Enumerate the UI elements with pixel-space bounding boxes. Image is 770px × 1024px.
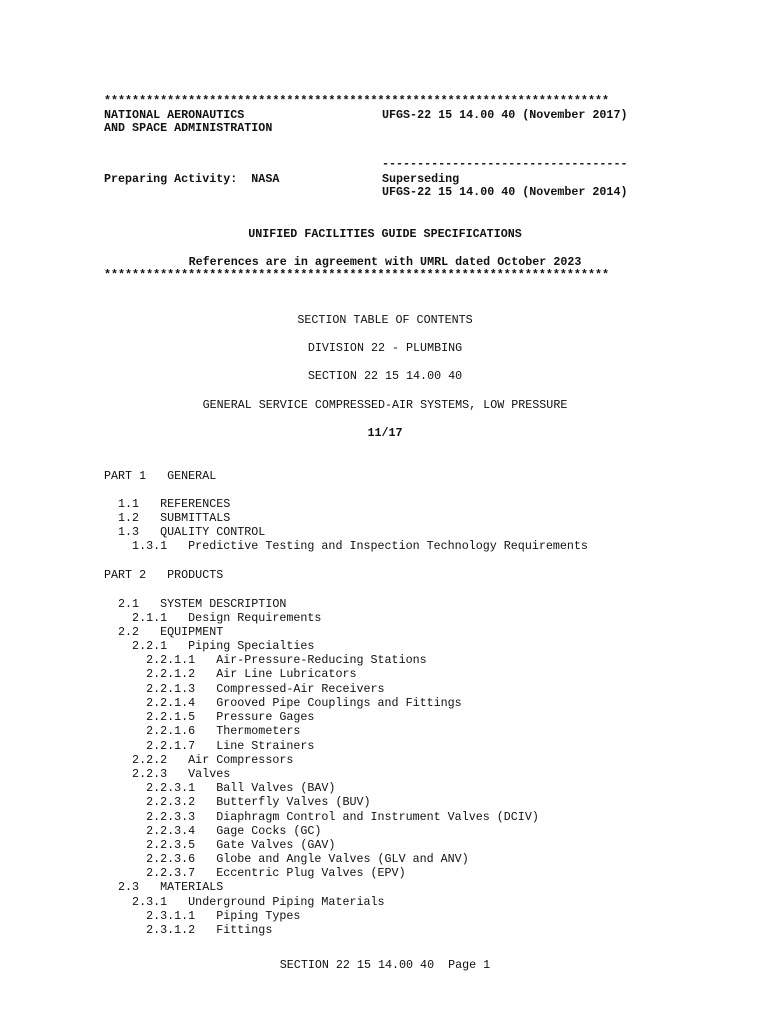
section-title: GENERAL SERVICE COMPRESSED-AIR SYSTEMS, LOW PRESSURE <box>202 398 568 412</box>
toc-entry: 2.2.1.5 Pressure Gages <box>104 710 315 724</box>
date-code: 11/17 <box>367 426 403 440</box>
toc-entry: 1.2 SUBMITTALS <box>104 511 231 525</box>
toc-entry: 2.3 MATERIALS <box>104 880 224 894</box>
toc-entry: 1.3.1 Predictive Testing and Inspection Technology Requirements <box>104 539 588 553</box>
toc-entry: 2.2.3.1 Ball Valves (BAV) <box>104 781 336 795</box>
dash-rule: ----------------------------------- <box>382 157 628 171</box>
preparing-activity: Preparing Activity: NASA <box>104 172 280 186</box>
toc-entry: 2.2.1.1 Air-Pressure-Reducing Stations <box>104 653 427 667</box>
toc-part-heading: PART 1 GENERAL <box>104 469 217 483</box>
toc-entry: 2.2.3.5 Gate Valves (GAV) <box>104 838 336 852</box>
toc-entry: 2.2.1.3 Compressed-Air Receivers <box>104 682 385 696</box>
toc-entry: 1.3 QUALITY CONTROL <box>104 525 266 539</box>
toc-entry: 2.2.2 Air Compressors <box>104 753 294 767</box>
toc-part-heading: PART 2 PRODUCTS <box>104 568 224 582</box>
toc-entry: 2.2 EQUIPMENT <box>104 625 224 639</box>
section-number: SECTION 22 15 14.00 40 <box>307 369 463 383</box>
toc-heading: SECTION TABLE OF CONTENTS <box>297 313 473 327</box>
toc-entry: 2.2.3 Valves <box>104 767 231 781</box>
division-title: DIVISION 22 - PLUMBING <box>307 341 463 355</box>
page-footer: SECTION 22 15 14.00 40 Page 1 <box>279 958 491 972</box>
ufgs-superseded-version: UFGS-22 15 14.00 40 (November 2014) <box>382 185 628 199</box>
toc-entry: 1.1 REFERENCES <box>104 497 231 511</box>
toc-entry: 2.2.1.2 Air Line Lubricators <box>104 667 357 681</box>
superseding-label: Superseding <box>382 172 460 186</box>
agency-name-line2: AND SPACE ADMINISTRATION <box>104 121 273 135</box>
agency-name-line1: NATIONAL AERONAUTICS <box>104 108 245 122</box>
toc-entry: 2.2.1.7 Line Strainers <box>104 739 315 753</box>
toc-entry: 2.2.1.4 Grooved Pipe Couplings and Fittings <box>104 696 462 710</box>
toc-entry: 2.2.3.7 Eccentric Plug Valves (EPV) <box>104 866 406 880</box>
toc-entry: 2.1.1 Design Requirements <box>104 611 322 625</box>
toc-entry: 2.2.1.6 Thermometers <box>104 724 301 738</box>
toc-entry: 2.3.1.1 Piping Types <box>104 909 301 923</box>
toc-entry: 2.2.3.2 Butterfly Valves (BUV) <box>104 795 371 809</box>
toc-entry: 2.2.3.6 Globe and Angle Valves (GLV and ANV) <box>104 852 469 866</box>
toc-entry: 2.2.1 Piping Specialties <box>104 639 315 653</box>
bottom-star-rule: ************************************************************************ <box>104 268 609 282</box>
toc-entry: 2.3.1.2 Fittings <box>104 923 273 937</box>
references-note: References are in agreement with UMRL dated October 2023 <box>188 255 582 269</box>
top-star-rule: ************************************************************************ <box>104 94 609 108</box>
toc-entry: 2.1 SYSTEM DESCRIPTION <box>104 597 287 611</box>
toc-entry: 2.3.1 Underground Piping Materials <box>104 895 385 909</box>
toc-entry: 2.2.3.3 Diaphragm Control and Instrument Valves (DCIV) <box>104 810 539 824</box>
ufgs-current-version: UFGS-22 15 14.00 40 (November 2017) <box>382 108 628 122</box>
toc-entry: 2.2.3.4 Gage Cocks (GC) <box>104 824 322 838</box>
guide-title: UNIFIED FACILITIES GUIDE SPECIFICATIONS <box>248 227 522 241</box>
